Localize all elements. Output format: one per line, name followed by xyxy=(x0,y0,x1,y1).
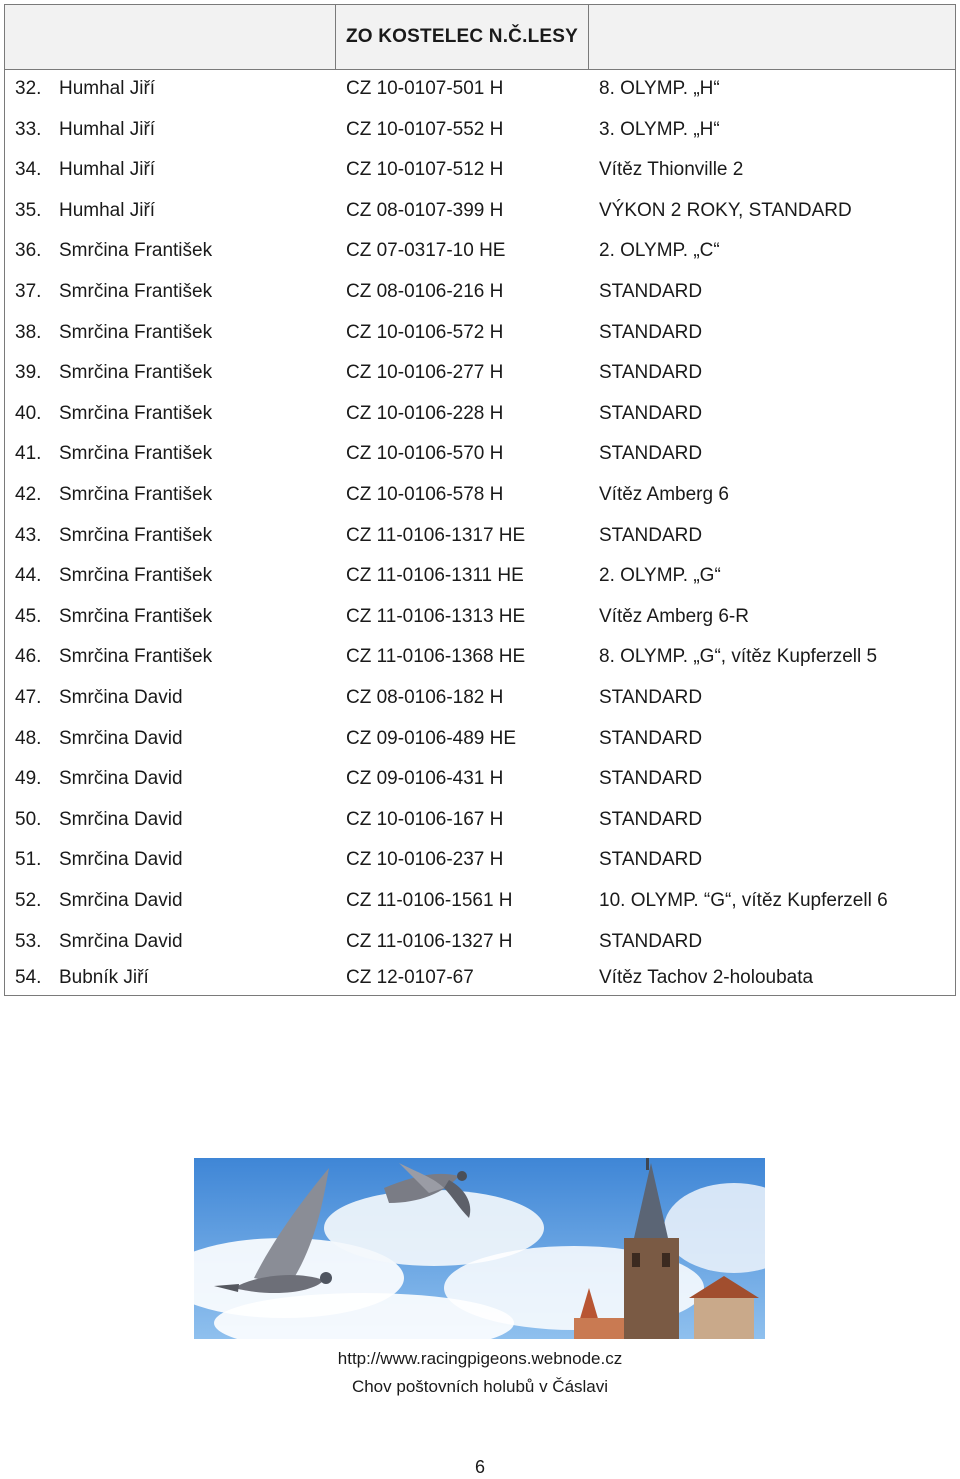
row-number: 42. xyxy=(15,484,42,505)
row-number: 43. xyxy=(15,524,42,546)
table-row xyxy=(5,759,955,799)
breeder-name: Smrčina František xyxy=(59,362,213,384)
row-number: 48. xyxy=(15,727,42,749)
result-text: STANDARD xyxy=(599,362,703,384)
row-number: 38. xyxy=(15,321,42,343)
ring-number: CZ 08-0106-182 H xyxy=(346,687,504,708)
table-row xyxy=(5,272,955,312)
table-row xyxy=(5,191,955,231)
result-text: STANDARD xyxy=(599,524,703,546)
breeder-name: Smrčina František xyxy=(59,646,213,668)
results-table xyxy=(4,4,956,996)
result-text: 2. OLYMP. „G“ xyxy=(599,565,721,587)
result-text: STANDARD xyxy=(599,768,703,790)
breeder-name: Humhal Jiří xyxy=(59,159,156,181)
row-number: 50. xyxy=(15,808,42,830)
ring-number: CZ 11-0106-1311 HE xyxy=(346,565,524,587)
table-row xyxy=(5,231,955,271)
ring-number: CZ 11-0106-1317 HE xyxy=(346,524,526,546)
ring-number: CZ 09-0106-431 H xyxy=(346,768,504,790)
table-row xyxy=(5,110,955,150)
ring-number: CZ 10-0107-552 H xyxy=(346,118,504,140)
result-text: STANDARD xyxy=(599,281,703,302)
row-number: 52. xyxy=(15,890,42,911)
breeder-name: Humhal Jiří xyxy=(59,199,156,221)
result-text: 2. OLYMP. „C“ xyxy=(599,240,720,262)
table-row xyxy=(5,597,955,637)
page-number: 6 xyxy=(474,1457,485,1477)
table-row xyxy=(5,556,955,596)
breeder-name: Humhal Jiří xyxy=(59,118,156,140)
row-number: 39. xyxy=(15,362,42,384)
row-number: 44. xyxy=(15,565,42,587)
table-row xyxy=(5,69,955,109)
table-row xyxy=(5,958,955,998)
ring-number: CZ 10-0106-572 H xyxy=(346,321,504,343)
ring-number: CZ 07-0317-10 HE xyxy=(346,240,506,262)
table-row xyxy=(5,313,955,353)
header-cell-empty-left xyxy=(5,5,336,69)
row-number: 40. xyxy=(15,402,42,424)
row-number: 36. xyxy=(15,240,42,262)
breeder-name: Smrčina František xyxy=(59,484,213,505)
website-url[interactable]: http://www.racingpigeons.webnode.cz xyxy=(337,1349,623,1368)
table-row xyxy=(5,840,955,880)
breeder-name: Smrčina František xyxy=(59,321,213,343)
breeder-name: Smrčina David xyxy=(59,808,183,830)
table-row xyxy=(5,475,955,515)
ring-number: CZ 11-0106-1327 H xyxy=(346,930,513,952)
breeder-name: Smrčina David xyxy=(59,849,183,871)
ring-number: CZ 08-0106-216 H xyxy=(346,281,504,302)
row-number: 33. xyxy=(15,118,42,140)
result-text: STANDARD xyxy=(599,727,703,749)
result-text: Vítěz Amberg 6 xyxy=(599,484,729,505)
header-title: ZO KOSTELEC N.Č.LESY xyxy=(345,26,579,47)
breeder-name: Smrčina David xyxy=(59,890,183,911)
ring-number: CZ 12-0107-67 xyxy=(346,967,474,988)
row-number: 54. xyxy=(15,967,42,988)
result-text: STANDARD xyxy=(599,321,703,343)
ring-number: CZ 11-0106-1561 H xyxy=(346,890,513,911)
breeder-name: Smrčina František xyxy=(59,240,213,262)
breeder-name: Smrčina František xyxy=(59,524,213,546)
ring-number: CZ 11-0106-1368 HE xyxy=(346,646,526,668)
header-cell-empty-right xyxy=(589,5,955,69)
table-row xyxy=(5,678,955,718)
table-row xyxy=(5,800,955,840)
ring-number: CZ 10-0106-277 H xyxy=(346,362,504,384)
breeder-name: Smrčina David xyxy=(59,727,183,749)
result-text: STANDARD xyxy=(599,402,703,424)
table-row xyxy=(5,881,955,921)
result-text: 10. OLYMP. “G“, vítěz Kupferzell 6 xyxy=(599,890,888,911)
breeder-name: Smrčina František xyxy=(59,565,213,587)
result-text: VÝKON 2 ROKY, STANDARD xyxy=(599,199,852,221)
table-row xyxy=(5,637,955,677)
table-row xyxy=(5,922,955,962)
breeder-name: Smrčina David xyxy=(59,768,183,790)
result-text: 8. OLYMP. „H“ xyxy=(599,78,720,99)
row-number: 49. xyxy=(15,768,42,790)
table-row xyxy=(5,150,955,190)
row-number: 47. xyxy=(15,687,42,708)
row-number: 51. xyxy=(15,849,42,871)
result-text: STANDARD xyxy=(599,849,703,871)
result-text: STANDARD xyxy=(599,687,703,708)
breeder-name: Smrčina František xyxy=(59,443,213,465)
ring-number: CZ 10-0106-167 H xyxy=(346,808,504,830)
breeder-name: Bubník Jiří xyxy=(59,967,149,988)
ring-number: CZ 10-0107-512 H xyxy=(346,159,504,181)
table-row xyxy=(5,394,955,434)
ring-number: CZ 10-0106-237 H xyxy=(346,849,504,871)
ring-number: CZ 10-0107-501 H xyxy=(346,78,504,99)
result-text: STANDARD xyxy=(599,443,703,465)
row-number: 37. xyxy=(15,281,42,302)
result-text: 8. OLYMP. „G“, vítěz Kupferzell 5 xyxy=(599,646,878,668)
row-number: 45. xyxy=(15,605,42,627)
table-row xyxy=(5,516,955,556)
ring-number: CZ 10-0106-578 H xyxy=(346,484,504,505)
row-number: 53. xyxy=(15,930,42,952)
result-text: Vítěz Amberg 6-R xyxy=(599,605,749,627)
row-number: 35. xyxy=(15,199,42,221)
result-text: STANDARD xyxy=(599,930,703,952)
header-cell-title xyxy=(336,5,589,69)
table-header xyxy=(5,5,955,70)
row-number: 41. xyxy=(15,443,42,465)
ring-number: CZ 08-0107-399 H xyxy=(346,199,504,221)
breeder-name: Smrčina František xyxy=(59,402,213,424)
ring-number: CZ 10-0106-570 H xyxy=(346,443,504,465)
breeder-name: Smrčina František xyxy=(59,281,213,302)
breeder-name: Smrčina David xyxy=(59,930,183,952)
table-row xyxy=(5,434,955,474)
table-row xyxy=(5,719,955,759)
row-number: 32. xyxy=(15,78,42,99)
breeding-tagline: Chov poštovních holubů v Čáslavi xyxy=(351,1377,609,1396)
pigeons-tower-photo xyxy=(194,1158,765,1339)
ring-number: CZ 10-0106-228 H xyxy=(346,402,504,424)
breeder-name: Smrčina David xyxy=(59,687,183,708)
ring-number: CZ 11-0106-1313 HE xyxy=(346,605,526,627)
result-text: STANDARD xyxy=(599,808,703,830)
ring-number: CZ 09-0106-489 HE xyxy=(346,727,517,749)
breeder-name: Smrčina František xyxy=(59,605,213,627)
result-text: Vítěz Thionville 2 xyxy=(599,159,744,181)
breeder-name: Humhal Jiří xyxy=(59,78,156,99)
result-text: 3. OLYMP. „H“ xyxy=(599,118,720,140)
row-number: 46. xyxy=(15,646,42,668)
row-number: 34. xyxy=(15,159,42,181)
result-text: Vítěz Tachov 2-holoubata xyxy=(599,967,814,988)
table-row xyxy=(5,353,955,393)
